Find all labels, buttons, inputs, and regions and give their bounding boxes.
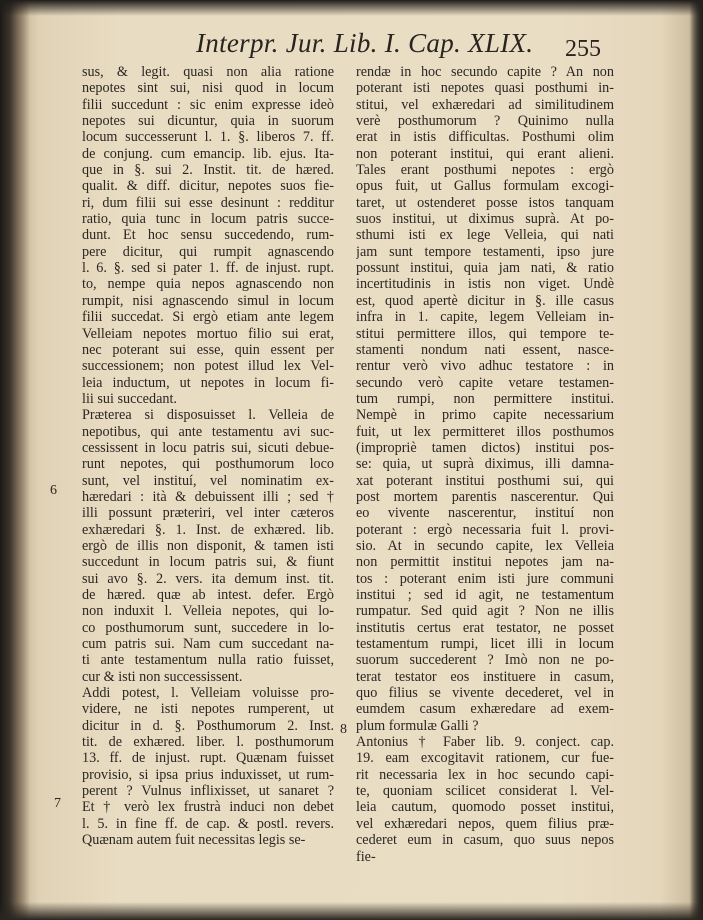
- text-line: co posthumorum sunt, succedere in lo-: [82, 619, 334, 636]
- text-line: sio. At in secundo capite, lex Velleia: [356, 537, 614, 554]
- text-line: l. 5. in fine ff. de cap. & postl. revers.: [82, 815, 334, 832]
- margin-number-6: 6: [50, 483, 57, 498]
- text-line: nepotes sui dicuntur, quia in suorum: [82, 113, 334, 130]
- text-line: ri, dum filii sui esse desinunt : redditur: [82, 194, 334, 211]
- text-line: de conjung. cum emancip. lib. ejus. Ita-: [82, 145, 334, 162]
- text-line: sui avo §. 2. vers. ita demum inst. tit.: [82, 570, 334, 587]
- text-line: locum successerunt l. 1. §. liberos 7. ff.: [82, 129, 334, 146]
- text-line: rumpatur. Sed quid agit ? Non ne illis: [356, 603, 614, 620]
- text-line: poterant : ergò necessaria fuit l. provi-: [356, 521, 614, 538]
- text-line: institutis certus erat testator, ne posset: [356, 619, 614, 636]
- text-line: fuit, ut lex permitteret illos posthumos: [356, 423, 614, 440]
- text-line: dunt. Et hoc sensu succedendo, rum-: [82, 227, 334, 244]
- text-line: suorum succederent ? Imò non ne po-: [356, 652, 614, 669]
- text-line: secundo verò capite vetare testamen-: [356, 374, 614, 391]
- text-line: filii succedat. Si ergò etiam ante legem: [82, 309, 334, 326]
- text-line: l. 6. §. sed si pater 1. ff. de injust. rupt.: [82, 260, 334, 277]
- text-line: leia inductum, ut nepotes in locum fi-: [82, 374, 334, 391]
- margin-number-7: 7: [54, 796, 61, 811]
- text-line: illi possunt præteriri, vel inter cæteros: [82, 505, 334, 522]
- text-line: sthumi isti ex lege Velleia, qui nati: [356, 227, 614, 244]
- running-title: Interpr. Jur. Lib. I. Cap. XLIX.: [196, 28, 534, 58]
- text-line: qualit. & diff. dicitur, nepotes suos fie-: [82, 178, 334, 195]
- text-line: sunt, vel instituí, vel nominatim ex-: [82, 472, 334, 489]
- text-line: Velleiam nepotes mortuo filio sui erat,: [82, 325, 334, 342]
- text-line: testamentum rumpi, licet illi in locum: [356, 636, 614, 653]
- left-text-column: [82, 64, 334, 849]
- text-line: Et † verò lex frustrà induci non debet: [82, 799, 334, 816]
- text-line: to, nempe quia nepos agnascendo non: [82, 276, 334, 293]
- page-edge-shadow: [689, 0, 703, 920]
- text-line: nepotes sint sui, nisi quod in locum: [82, 80, 334, 97]
- text-line: Antonius † Faber lib. 9. conject. cap.: [356, 734, 614, 751]
- text-line: Tales erant posthumi nepotes : ergò: [356, 162, 614, 179]
- text-line: 19. eam excogitavit rationem, cur fue-: [356, 750, 614, 767]
- text-line: institui ; sed id agit, ne testamentum: [356, 587, 614, 603]
- text-line: erat in istis difficultas. Posthumi olim: [356, 129, 614, 146]
- text-line: non induxit l. Velleia nepotes, qui lo-: [82, 603, 334, 620]
- text-line: provisio, si ipsa prius induxisset, ut rum-: [82, 766, 334, 783]
- text-line: cederet eum in casum, quo suus nepos: [356, 832, 614, 849]
- text-line: tos : poterant enim isti jure communi: [356, 570, 614, 587]
- text-line: perent ? Vulnus inflixisset, ut sanaret ?: [82, 783, 334, 800]
- text-line: Quænam autem fuit necessitas legis se-: [82, 832, 306, 849]
- text-line: rendæ in hoc secundo capite ? An non: [356, 64, 614, 80]
- text-line: pere dicitur, qui rumpit agnascendo: [82, 243, 334, 260]
- text-line: quo filius se vivente decederet, vel in: [356, 685, 614, 702]
- bottom-shadow: [0, 902, 703, 920]
- text-line: cum patris sui. Nam cum succedant na-: [82, 636, 334, 653]
- text-line: cessissent in locu patris sui, sicuti debue-: [82, 439, 334, 456]
- text-line: non permittit institui nepotes jam na-: [356, 554, 614, 571]
- text-line: dicitur in d. §. Posthumorum 2. Inst.: [82, 717, 334, 734]
- text-line: 13. ff. de injust. rupt. Quænam fuisset: [82, 750, 334, 767]
- text-line: stitui, vel exhæredari ad similitudinem: [356, 96, 614, 113]
- text-line: rit necessaria lex in hoc secundo capi-: [356, 766, 614, 783]
- text-line: taret, ut ostenderet posse istos tanquam: [356, 194, 614, 211]
- text-line: Addi potest, l. Velleiam voluisse pro-: [82, 685, 334, 702]
- text-line: infra in 1. capite, legem Velleiam in-: [356, 309, 614, 326]
- text-line: tum rumpi, non permittere institui.: [356, 390, 614, 407]
- text-line: de hæred. quæ ab intest. defer. Ergò: [82, 587, 334, 603]
- text-line: ti ante testamentum nulla ratio fuisset,: [82, 652, 334, 669]
- text-line: stitui permittere illos, qui tempore te-: [356, 325, 614, 342]
- text-line: suos institui, ut diximus suprà. At po-: [356, 211, 614, 228]
- text-line: possunt institui, quia jam nati, & ratio: [356, 260, 614, 277]
- text-line: fie-: [356, 848, 376, 865]
- right-text-column: [356, 64, 614, 865]
- text-line: verè posthumorum ? Quinimo nulla: [356, 113, 614, 130]
- text-line: ratio, quia tunc in locum patris succe-: [82, 211, 334, 228]
- text-line: rumpit, nisi agnascendo simul in locum: [82, 292, 334, 309]
- text-line: tit. de exhæred. liber. l. posthumorum: [82, 734, 334, 751]
- text-line: te, quoniam scilicet considerat l. Vel-: [356, 783, 614, 800]
- text-line: non poterant institui, qui erant alieni.: [356, 145, 614, 162]
- text-line: succedunt in locum patris sui, & fiunt: [82, 554, 334, 571]
- page-number: 255: [565, 36, 601, 62]
- text-line: xat poterant institui posthumi sui, qui: [356, 472, 614, 489]
- text-line: ergò de illis non disponit, & tamen isti: [82, 537, 334, 554]
- text-line: nec poterant sui esse, quin essent per: [82, 341, 334, 358]
- text-line: que in §. sui 2. Instit. tit. de hæred.: [82, 162, 334, 179]
- text-line: incertitudinis in istis non viget. Undè: [356, 276, 614, 293]
- text-line: runt nepotes, qui posthumorum loco: [82, 456, 334, 473]
- text-line: terat testator eos instituere in casum,: [356, 668, 614, 685]
- text-line: jam sunt tempore testamenti, ipso jure: [356, 243, 614, 260]
- text-line: successionem; non potest illud lex Vel-: [82, 358, 334, 375]
- top-shadow: [0, 0, 703, 16]
- text-line: nepotibus, qui ante testamentu avi suc-: [82, 423, 334, 440]
- text-line: vel exhæredari nepos, quem filius præ-: [356, 815, 614, 832]
- text-line: filii succedunt : sic enim expresse ideò: [82, 96, 334, 113]
- text-line: plum formulæ Galli ?: [356, 717, 479, 734]
- text-line: post mortem parentis nascerentur. Qui: [356, 488, 614, 505]
- text-line: stamenti nondum nati essent, nasce-: [356, 341, 614, 358]
- text-line: Præterea si disposuisset l. Velleia de: [82, 407, 334, 424]
- text-line: rentur verò vivo adhuc testatore : in: [356, 358, 614, 375]
- text-line: videre, ne isti nepotes rumperent, ut: [82, 701, 334, 718]
- text-line: opus fuit, ut Gallus formulam excogi-: [356, 178, 614, 195]
- text-line: exhæredari §. 1. Inst. de exhæred. lib.: [82, 521, 334, 538]
- text-line: Nempè in primo capite necessarium: [356, 407, 614, 424]
- text-line: leia cautum, quomodo posset institui,: [356, 799, 614, 816]
- text-line: est, quod apertè dicitur in §. ille casus: [356, 292, 614, 309]
- text-line: eo vivente nascerentur, instituí non: [356, 505, 614, 522]
- text-line: poterant isti nepotes quasi posthumi in-: [356, 80, 614, 97]
- text-line: (impropriè tamen dictos) institui pos-: [356, 439, 614, 456]
- text-line: cur & isti non successissent.: [82, 668, 243, 685]
- text-line: hæredari : ità & debuissent illi ; sed †: [82, 488, 334, 505]
- text-line: sus, & legit. quasi non alia ratione: [82, 64, 334, 80]
- book-gutter: [0, 0, 30, 920]
- margin-number-8: 8: [340, 722, 347, 737]
- text-line: se: quia, ut suprà diximus, illi damna-: [356, 456, 614, 473]
- text-line: lii sui succedant.: [82, 390, 177, 407]
- text-line: eumdem casum exhæredare ad exem-: [356, 701, 614, 718]
